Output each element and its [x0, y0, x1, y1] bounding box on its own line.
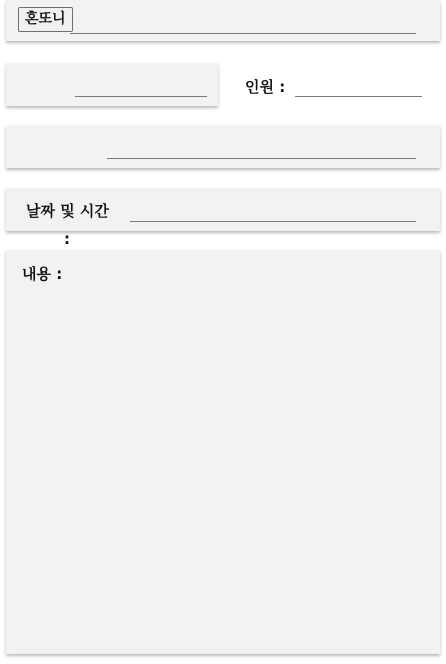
datetime-colon: : — [64, 230, 70, 248]
datetime-input[interactable] — [133, 200, 414, 220]
left-field-input[interactable] — [78, 75, 204, 95]
datetime-underline — [130, 221, 416, 222]
people-input[interactable] — [298, 76, 420, 96]
category-input[interactable] — [74, 12, 414, 32]
field-card-2 — [6, 125, 440, 168]
category-underline — [70, 33, 416, 34]
people-label: 인원 : — [245, 78, 286, 96]
content-card — [6, 250, 440, 654]
field-2-input[interactable] — [110, 137, 414, 157]
content-textarea[interactable] — [22, 290, 424, 642]
left-field-underline — [75, 96, 207, 97]
left-field-card — [6, 63, 218, 106]
datetime-card — [6, 188, 440, 231]
content-label: 내용 : — [22, 265, 63, 283]
header-bar — [6, 0, 440, 41]
field-2-underline — [107, 158, 416, 159]
people-underline — [295, 96, 422, 97]
category-button[interactable]: 혼또니 — [18, 7, 73, 32]
datetime-label: 날짜 및 시간 — [26, 202, 109, 220]
